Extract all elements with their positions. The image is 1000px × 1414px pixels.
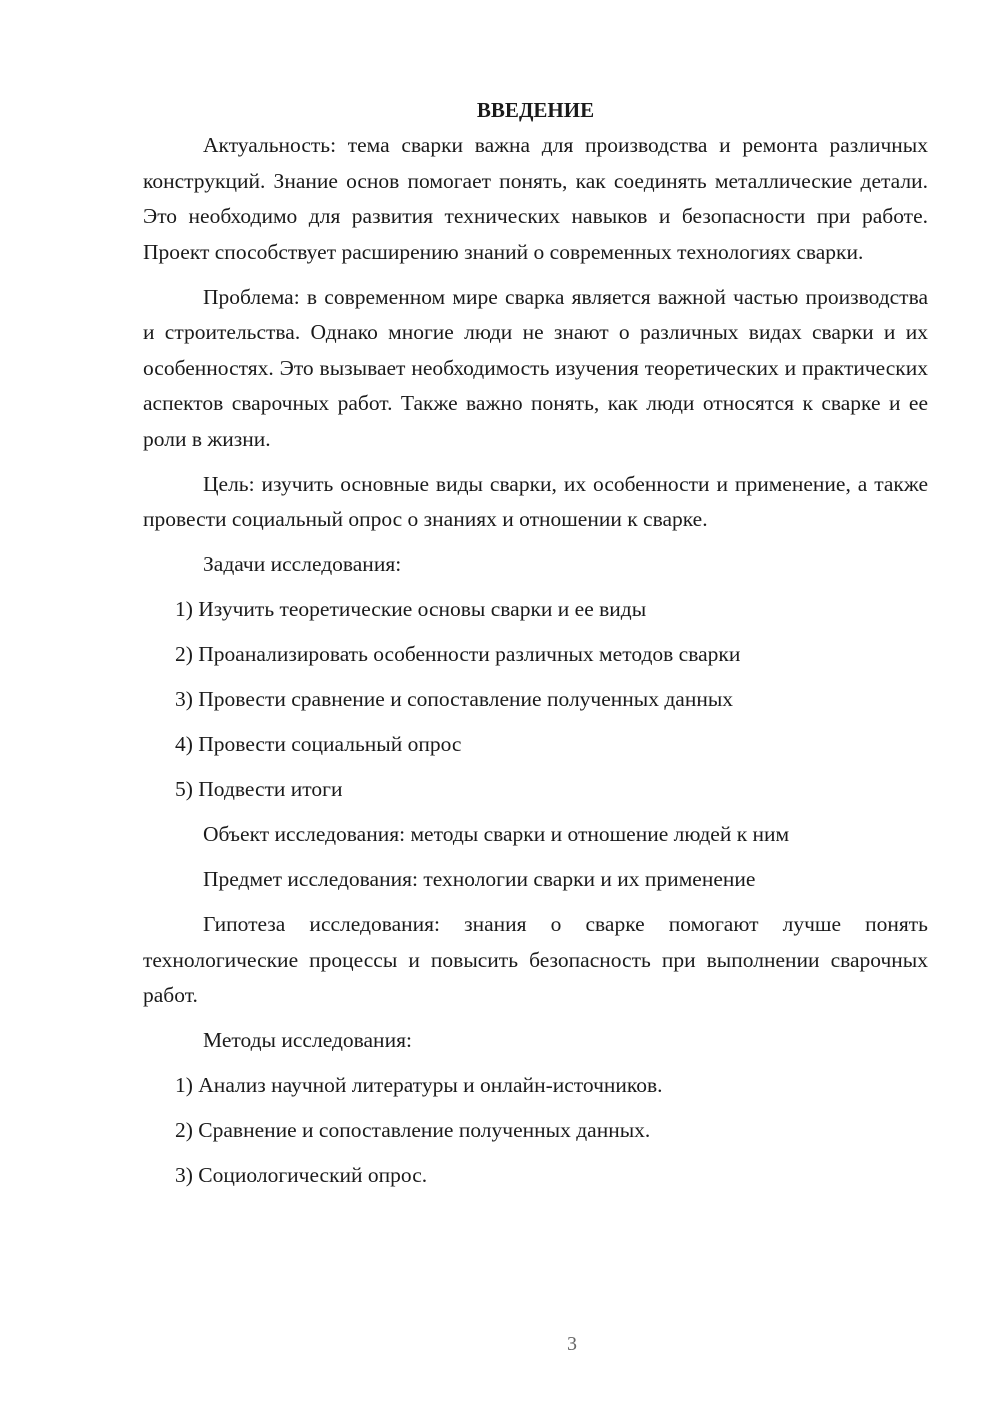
list-item: 1) Анализ научной литературы и онлайн-источников.: [175, 1073, 663, 1097]
list-item: 1) Изучить теоретические основы сварки и ее виды: [175, 597, 647, 621]
methods-list: [143, 1068, 928, 1194]
list-item: 5) Подвести итоги: [175, 777, 343, 801]
page-number: 3: [567, 1333, 577, 1355]
hypothesis-paragraph: Гипотеза исследования: знания о сварке помогают лучше понять технологические процессы и повысить безопасность при выполнении сварочных работ.: [143, 912, 928, 1007]
subject-line: Предмет исследования: технологии сварки и их применение: [203, 867, 756, 891]
goal-paragraph: Цель: изучить основные виды сварки, их особенности и применение, а также провести социальный опрос о знаниях и отношении к сварке.: [143, 471, 928, 531]
tasks-list: [143, 592, 928, 808]
list-item: 2) Проанализировать особенности различных методов сварки: [175, 642, 741, 666]
document-page: [143, 92, 928, 1203]
list-item: 2) Сравнение и сопоставление полученных данных.: [175, 1118, 651, 1142]
list-item: 3) Провести сравнение и сопоставление полученных данных: [175, 687, 734, 711]
tasks-title: Задачи исследования:: [203, 552, 402, 576]
relevance-paragraph: Актуальность: тема сварки важна для производства и ремонта различных конструкций. Знание основ помогает понять, как соединять металлические детали. Это необходимо для развития технических навыков и безопасности при работе. Проект способствует расширению знаний о современных технологиях сварки.: [143, 133, 928, 264]
object-line: Объект исследования: методы сварки и отношение людей к ним: [203, 822, 790, 846]
problem-paragraph: Проблема: в современном мире сварка является важной частью производства и строительства. Однако многие люди не знают о различных видах сварки и их особенностях. Это вызывает необходимость изучения теоретических и практических аспектов сварочных работ. Также важно понять, как люди относятся к сварке и ее роли в жизни.: [143, 284, 928, 451]
list-item: 4) Провести социальный опрос: [175, 732, 462, 756]
methods-title: Методы исследования:: [203, 1028, 412, 1052]
page-title: ВВЕДЕНИЕ: [476, 98, 595, 122]
list-item: 3) Социологический опрос.: [175, 1163, 428, 1187]
